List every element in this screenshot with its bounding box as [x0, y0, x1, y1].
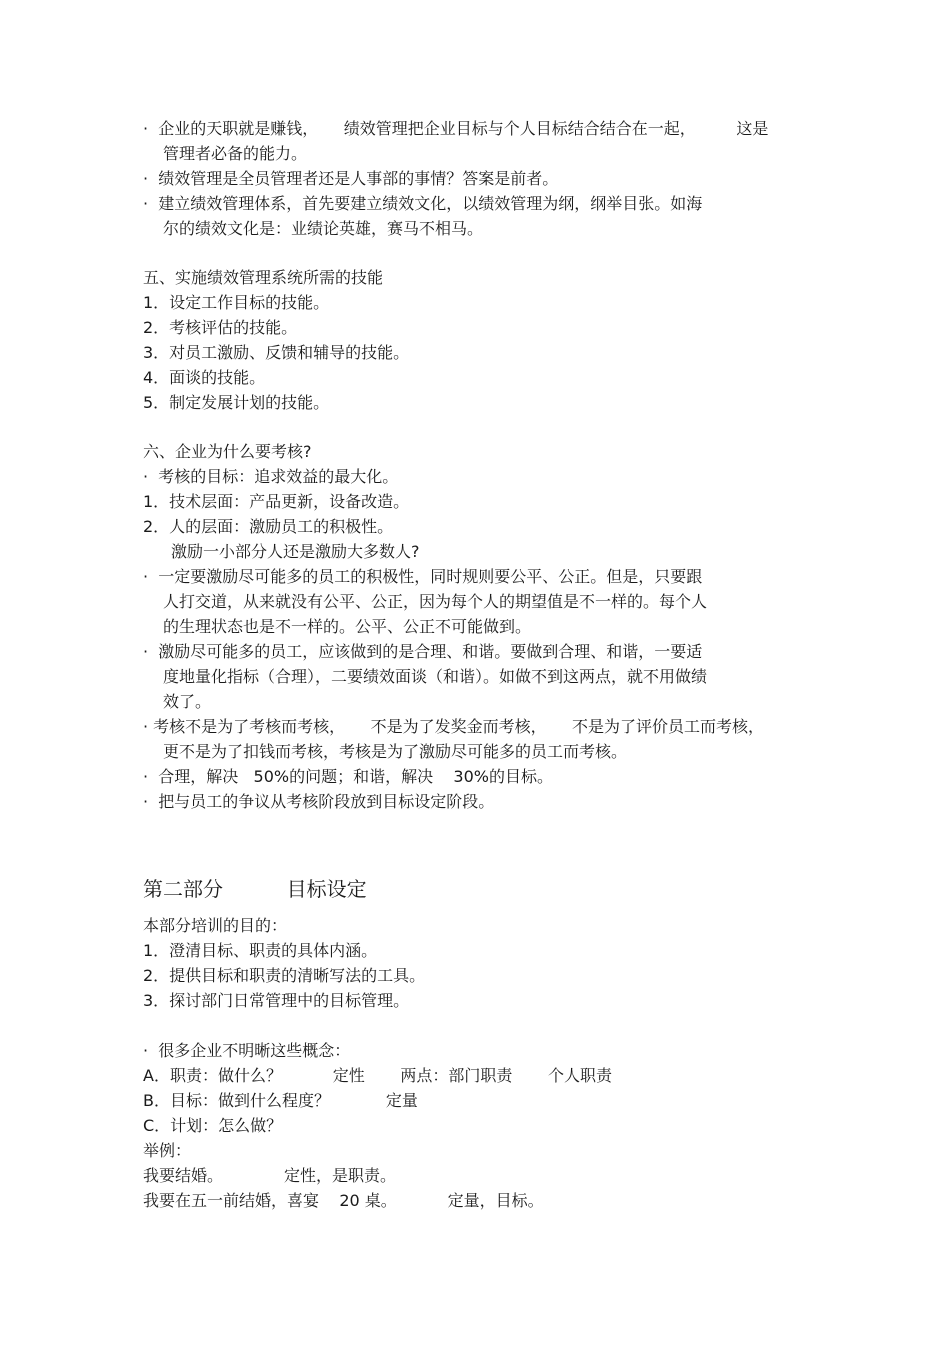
bullet-text: · 建立绩效管理体系，首先要建立绩效文化，以绩效管理为纲，纲举目张。如海	[143, 194, 703, 213]
paragraph-line: 效了。	[163, 692, 212, 711]
section-heading: 本部分培训的目的：	[143, 916, 288, 935]
list-item: C．计划：怎么做？	[143, 1116, 283, 1135]
example-line: 我要在五一前结婚，喜宴 20 桌。 定量，目标。	[143, 1191, 544, 1210]
list-item: 1．澄清目标、职责的具体内涵。	[143, 941, 378, 960]
list-item: 1．技术层面：产品更新，设备改造。	[143, 492, 410, 511]
list-item: 2．提供目标和职责的清晰写法的工具。	[143, 966, 426, 985]
example-line: 我要结婚。 定性，是职责。	[143, 1166, 397, 1185]
list-item: 3．对员工激励、反馈和辅导的技能。	[143, 343, 410, 362]
list-item: 5．制定发展计划的技能。	[143, 393, 330, 412]
bullet-text: · 考核不是为了考核而考核， 不是为了发奖金而考核， 不是为了评价员工而考核，	[143, 717, 765, 736]
example-heading: 举例：	[143, 1141, 192, 1160]
paragraph-line: 度地量化指标（合理），二要绩效面谈（和谐）。如做不到这两点，就不用做绩	[163, 667, 708, 686]
paragraph-line: 人打交道，从来就没有公平、公正，因为每个人的期望值是不一样的。每个人	[163, 592, 708, 611]
paragraph-line: 的生理状态也是不一样的。公平、公正不可能做到。	[163, 617, 532, 636]
paragraph-line: 激励一小部分人还是激励大多数人?	[171, 542, 420, 561]
bullet-text: · 合理，解决 50%的问题；和谐，解决 30%的目标。	[143, 767, 553, 786]
list-item: 4．面谈的技能。	[143, 368, 266, 387]
part-title: 第二部分 目标设定	[143, 877, 367, 901]
bullet-text: · 把与员工的争议从考核阶段放到目标设定阶段。	[143, 792, 495, 811]
bullet-text: · 绩效管理是全员管理者还是人事部的事情？答案是前者。	[143, 169, 559, 188]
bullet-text: · 很多企业不明晰这些概念：	[143, 1041, 351, 1060]
bullet-text: · 企业的天职就是赚钱， 绩效管理把企业目标与个人目标结合结合在一起， 这是	[143, 119, 769, 138]
bullet-text: · 激励尽可能多的员工，应该做到的是合理、和谐。要做到合理、和谐，一要适	[143, 642, 703, 661]
list-item: B．目标：做到什么程度？ 定量	[143, 1091, 418, 1110]
list-item: 3．探讨部门日常管理中的目标管理。	[143, 991, 410, 1010]
bullet-text: · 考核的目标：追求效益的最大化。	[143, 467, 399, 486]
paragraph-line: 更不是为了扣钱而考核，考核是为了激励尽可能多的员工而考核。	[163, 742, 628, 761]
list-item: 2．人的层面：激励员工的积极性。	[143, 517, 394, 536]
bullet-text: · 一定要激励尽可能多的员工的积极性，同时规则要公平、公正。但是，只要跟	[143, 567, 703, 586]
bullet-text: 尔的绩效文化是：业绩论英雄，赛马不相马。	[163, 219, 484, 238]
section-heading: 六、企业为什么要考核?	[143, 442, 312, 461]
list-item: A．职责：做什么？ 定性 两点：部门职责 个人职责	[143, 1066, 613, 1085]
list-item: 1．设定工作目标的技能。	[143, 293, 330, 312]
section-heading: 五、实施绩效管理系统所需的技能	[143, 268, 384, 287]
list-item: 2．考核评估的技能。	[143, 318, 298, 337]
bullet-text: 管理者必备的能力。	[163, 144, 308, 163]
